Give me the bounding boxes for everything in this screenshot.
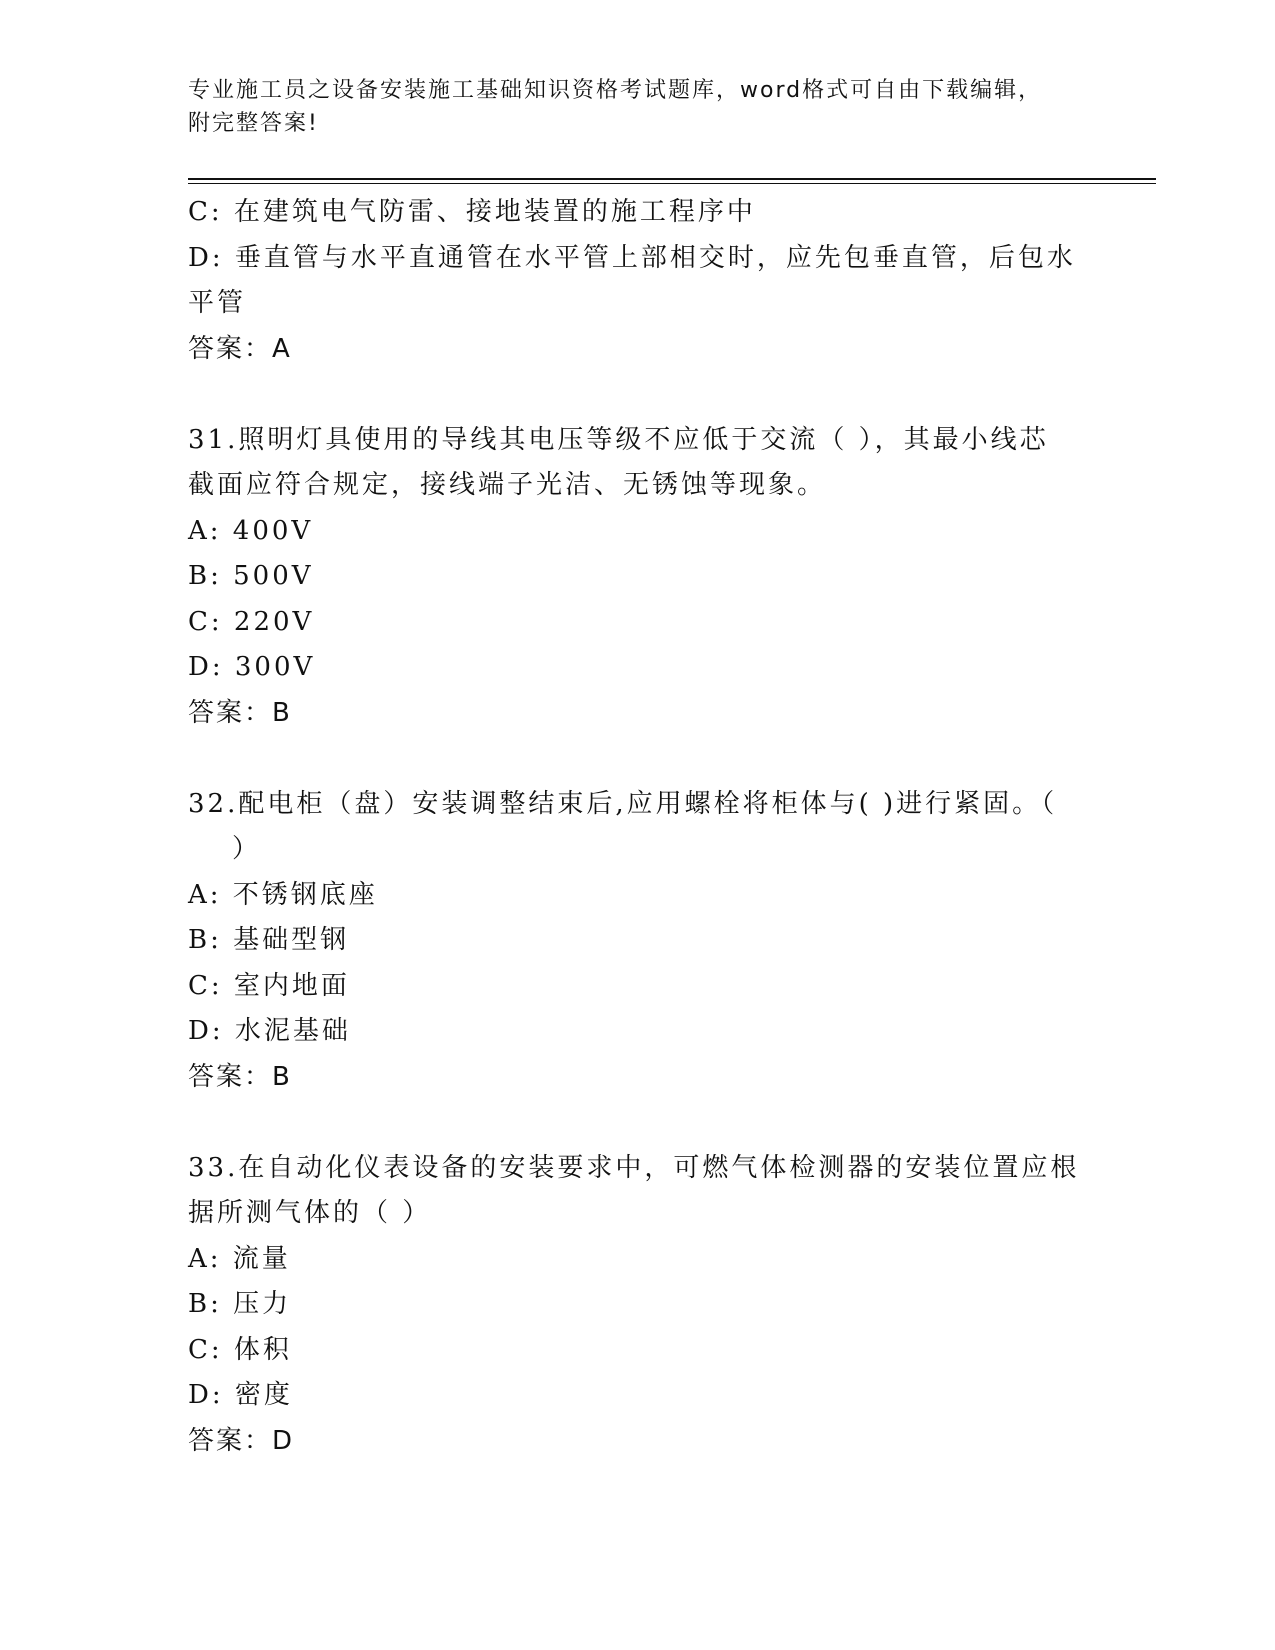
option-b: B: 500V <box>188 561 314 591</box>
question-stem-line-1: 32.配电柜（盘）安装调整结束后,应用螺栓将柜体与( )进行紧固。（ <box>188 788 1058 819</box>
option-a: A: 400V <box>188 515 314 546</box>
question-stem-line-1: 33.在自动化仪表设备的安装要求中，可燃气体检测器的安装位置应根 <box>188 1152 1080 1183</box>
question-stem-line-2: 截面应符合规定，接线端子光洁、无锈蚀等现象。 <box>188 470 827 500</box>
answer: 答案：B <box>188 697 292 728</box>
option-d: D: 密度 <box>188 1380 293 1410</box>
option-c: C: 在建筑电气防雷、接地装置的施工程序中 <box>188 197 756 227</box>
option-d-line-2: 平管 <box>188 288 247 318</box>
option-a: A: 流量 <box>188 1243 291 1274</box>
question-33 <box>188 1146 1088 1465</box>
option-d: D: 300V <box>188 652 316 682</box>
answer: 答案：B <box>188 1061 292 1092</box>
option-b: B: 压力 <box>188 1289 292 1319</box>
header-line-1: 专业施工员之设备安装施工基础知识资格考试题库，word格式可自由下载编辑， <box>188 78 1043 103</box>
answer: 答案：A <box>188 333 292 364</box>
option-d: D: 水泥基础 <box>188 1016 351 1046</box>
option-c: C: 体积 <box>188 1334 292 1365</box>
document-header <box>188 74 1088 140</box>
previous-question <box>188 190 1088 372</box>
question-32 <box>188 782 1088 1101</box>
option-a: A: 不锈钢底座 <box>188 879 378 910</box>
spacer <box>188 736 1088 782</box>
header-line-2: 附完整答案! <box>188 111 319 136</box>
option-b: B: 基础型钢 <box>188 925 350 955</box>
option-c: C: 220V <box>188 606 315 637</box>
question-content <box>188 190 1088 1464</box>
spacer <box>188 372 1088 418</box>
question-stem-line-2: ） <box>232 834 262 864</box>
option-c: C: 室内地面 <box>188 970 350 1001</box>
header-divider-thick <box>188 178 1156 180</box>
option-d-line-1: D: 垂直管与水平直通管在水平管上部相交时，应先包垂直管，后包水 <box>188 242 1076 273</box>
question-stem-line-2: 据所测气体的（ ） <box>188 1198 432 1228</box>
question-31 <box>188 418 1088 737</box>
header-divider-thin <box>188 183 1156 184</box>
spacer <box>188 1100 1088 1146</box>
answer: 答案：D <box>188 1425 295 1456</box>
question-stem-line-1: 31.照明灯具使用的导线其电压等级不应低于交流（ ），其最小线芯 <box>188 424 1049 455</box>
